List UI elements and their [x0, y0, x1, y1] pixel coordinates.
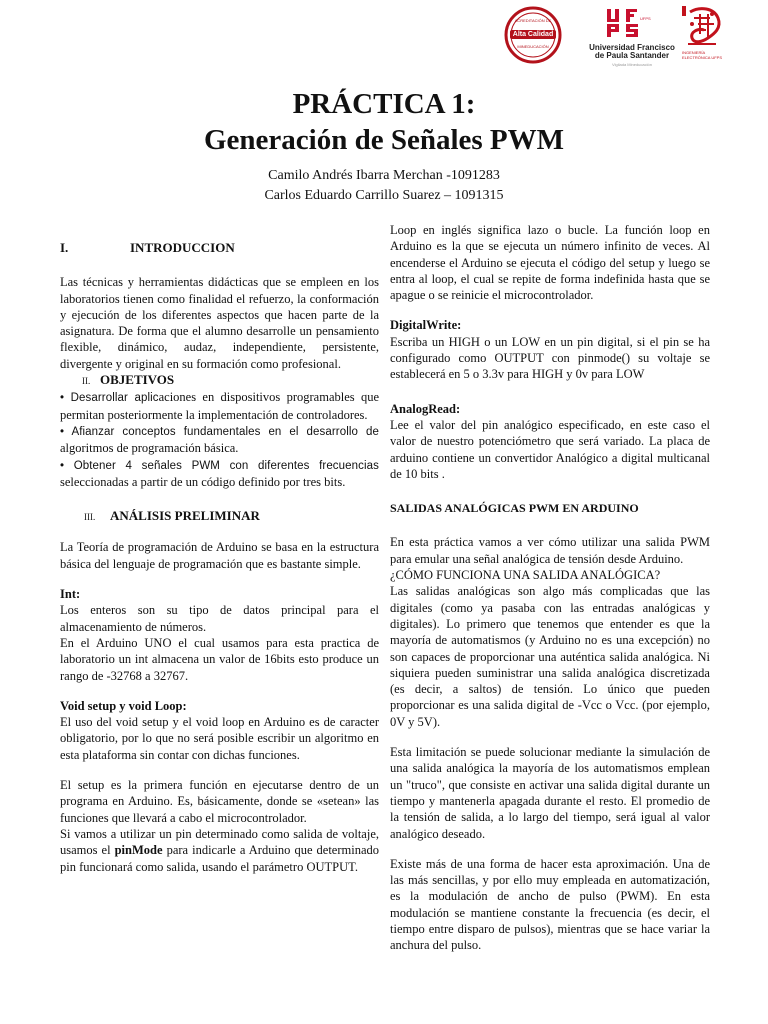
objective-rest: aciones en dispositivos programables que permitan posteriormente la implementación de controladores.: [60, 390, 379, 422]
left-column: [60, 240, 379, 875]
accreditation-seal-logo: [504, 6, 562, 64]
paper-title: [0, 86, 768, 158]
section-heading-analisis: [60, 508, 379, 525]
author-1: Camilo Andrés Ibarra Merchan -1091283: [268, 168, 500, 183]
section-heading-objetivos: [60, 372, 379, 389]
salidas-paragraph-4: Existe más de una forma de hacer esta aproximación. Una de las más sencillas, y por ello muy empleada en automatización, es la modulación de ancho de pulso (PWM). En esta modulación se mantiene constante la frecuencia (es decir, el tiempo entre disparo de pulsos), mientras que se hace variar la anchura del pulso.: [390, 856, 710, 953]
void-p3-bold: pinMode: [114, 843, 163, 858]
ufps-letters-icon: [606, 8, 651, 38]
header-logos: [504, 4, 724, 66]
ie-text-line1: INGENIERÍA: [682, 50, 706, 55]
section-heading-introduccion: [60, 240, 379, 256]
ufps-name-line1: Universidad Francisco: [589, 43, 675, 52]
electronics-engineering-logo: [680, 4, 724, 64]
analogread-paragraph: Lee el valor del pin analógico especificado, en este caso el valor de nuestro potenciómetro que será variado. La placa de arduino contiene un convertidor Analógico a digital multicanal de 10 bits .: [390, 417, 710, 481]
digitalwrite-paragraph: Escriba un HIGH o un LOW en un pin digital, si el pin se ha configurado como OUTPUT con pinmode() su voltaje se establecerá en 5 o 3.3v para HIGH y 0v para LOW: [390, 334, 710, 382]
objective-item: [60, 423, 379, 457]
title-line2: Generación de Señales PWM: [203, 124, 565, 156]
objective-item: [60, 389, 379, 423]
salidas-paragraph-3: Esta limitación se puede solucionar mediante la simulación de una salida analógica la mayoría de los automatismos emplean un "truco", que consiste en activar una salida digital durante un tiempo y mantenerla apagada durante el resto. El promedio de la tensión de salida, a lo largo del tiempo, será igual al valor analógico deseado.: [390, 745, 710, 841]
analisis-paragraph: La Teoría de programación de Arduino se basa en la estructura básica del lenguaje de programación que es bastante simple.: [60, 540, 379, 571]
section-numeral: I.: [60, 240, 69, 255]
void-p3-text-2: para indicarle a Arduino que determinado pin funcionará como salida, usando el parámetro OUTPUT.: [60, 843, 379, 874]
void-p3-text: Si vamos a utilizar un pin determinado como salida de voltaje, usamos el: [60, 826, 379, 858]
digitalwrite-heading: DigitalWrite:: [390, 318, 462, 333]
authors: [0, 166, 768, 206]
author-2: Carlos Eduardo Carrillo Suarez – 1091315: [264, 188, 504, 203]
int-heading: Int:: [60, 587, 81, 602]
right-column: [390, 222, 710, 954]
section-numeral: II.: [82, 376, 91, 387]
intro-paragraph: Las técnicas y herramientas didácticas que se empleen en los laboratorios tienen como finalidad el refuerzo, la conformación y ejecución de los diferentes aspectos que hacen parte de la asignatura. De forma que el alumno desarrolle un pensamiento flexible, dinámico, audaz, independiente, persistente, divergente y original en su formación como profesional.: [60, 275, 379, 371]
void-paragraph-1: El uso del void setup y el void loop en Arduino es de caracter obligatorio, por lo que no será posible escribir un algoritmo en esta plataforma sin contar con dichas funciones.: [60, 715, 379, 762]
objective-rest: seleccionadas a partir de un código definido por tres bits.: [60, 474, 346, 489]
objective-item: [60, 457, 379, 491]
objective-lead: • Desarrollar aplic: [60, 392, 159, 405]
ie-text-line2: ELECTRÓNICA UFPS: [682, 55, 723, 60]
seal-middle-text: Alta Calidad: [510, 30, 556, 39]
section-title: OBJETIVOS: [100, 372, 175, 388]
section-title: INTRODUCCION: [130, 240, 235, 255]
objective-lead: • Obtener 4 señales PWM con diferentes frecuencias: [60, 459, 379, 472]
void-heading: Void setup y void Loop:: [60, 698, 187, 713]
int-paragraph-2: En el Arduino UNO el cual usamos para esta practica de laboratorio un int almacena un valor de 16bits esto produce un rango de -32768 a 32767.: [60, 635, 379, 683]
ufps-tagline: Vigilada Mineducación: [612, 62, 652, 67]
electronics-engineering-text: [682, 50, 724, 60]
analogread-heading: AnalogRead:: [390, 401, 461, 416]
ufps-logo: [584, 8, 674, 66]
seal-top-text: ACREDITACIÓN DE: [514, 18, 552, 23]
objective-lead: • Afianzar conceptos fundamentales en el desarrollo de: [60, 425, 379, 438]
salidas-paragraph-2: Las salidas analógicas son algo más complicadas que las digitales (como ya pasaba con las entradas analógicas y digitales). Lo primero que tenemos que entender es que la mayoría de automatismos (y Arduino no es una excepción) no son capaces de proporcionar una auténtica salida analógica. Ni siquiera pueden suministrar una salida analógica discretizada (es decir, a saltos) de tensión. Lo único que pueden proporcionar es una salida digital de -Vcc o Vcc. (por ejemplo, 0V y 5V).: [390, 584, 710, 729]
ufps-letters-text: UFPS: [640, 16, 651, 21]
seal-bottom-text: MINEDUCACIÓN: [517, 44, 549, 49]
title-line1: PRÁCTICA 1:: [292, 88, 476, 120]
ufps-name: [584, 44, 680, 60]
loop-paragraph: Loop en inglés significa lazo o bucle. La función loop en Arduino es la que se ejecuta un número infinito de veces. Al encenderse el Arduino se ejecuta el código del setup y luego se entra al loop, el cual se repite de forma indefinida hasta que se apague o se reinicie el microcontrolador.: [390, 223, 710, 303]
void-paragraph-3: [60, 826, 379, 875]
section-title: ANÁLISIS PRELIMINAR: [110, 508, 260, 524]
objective-rest: algoritmos de programación básica.: [60, 441, 239, 456]
salidas-question: ¿CÓMO FUNCIONA UNA SALIDA ANALÓGICA?: [390, 568, 661, 583]
int-paragraph-1: Los enteros son su tipo de datos principal para el almacenamiento de números.: [60, 603, 379, 634]
salidas-paragraph-1: En esta práctica vamos a ver cómo utilizar una salida PWM para emular una señal analógica de tensión desde Arduino.: [390, 535, 710, 566]
void-paragraph-2: El setup es la primera función en ejecutarse dentro de un programa en Arduino. Es, básicamente, donde se «setean» las funciones que llevará a cabo el microcontrolador.: [60, 778, 379, 825]
salidas-heading: SALIDAS ANALÓGICAS PWM EN ARDUINO: [390, 501, 639, 516]
section-numeral: III.: [84, 512, 96, 523]
ufps-name-line2: de Paula Santander: [594, 51, 670, 60]
